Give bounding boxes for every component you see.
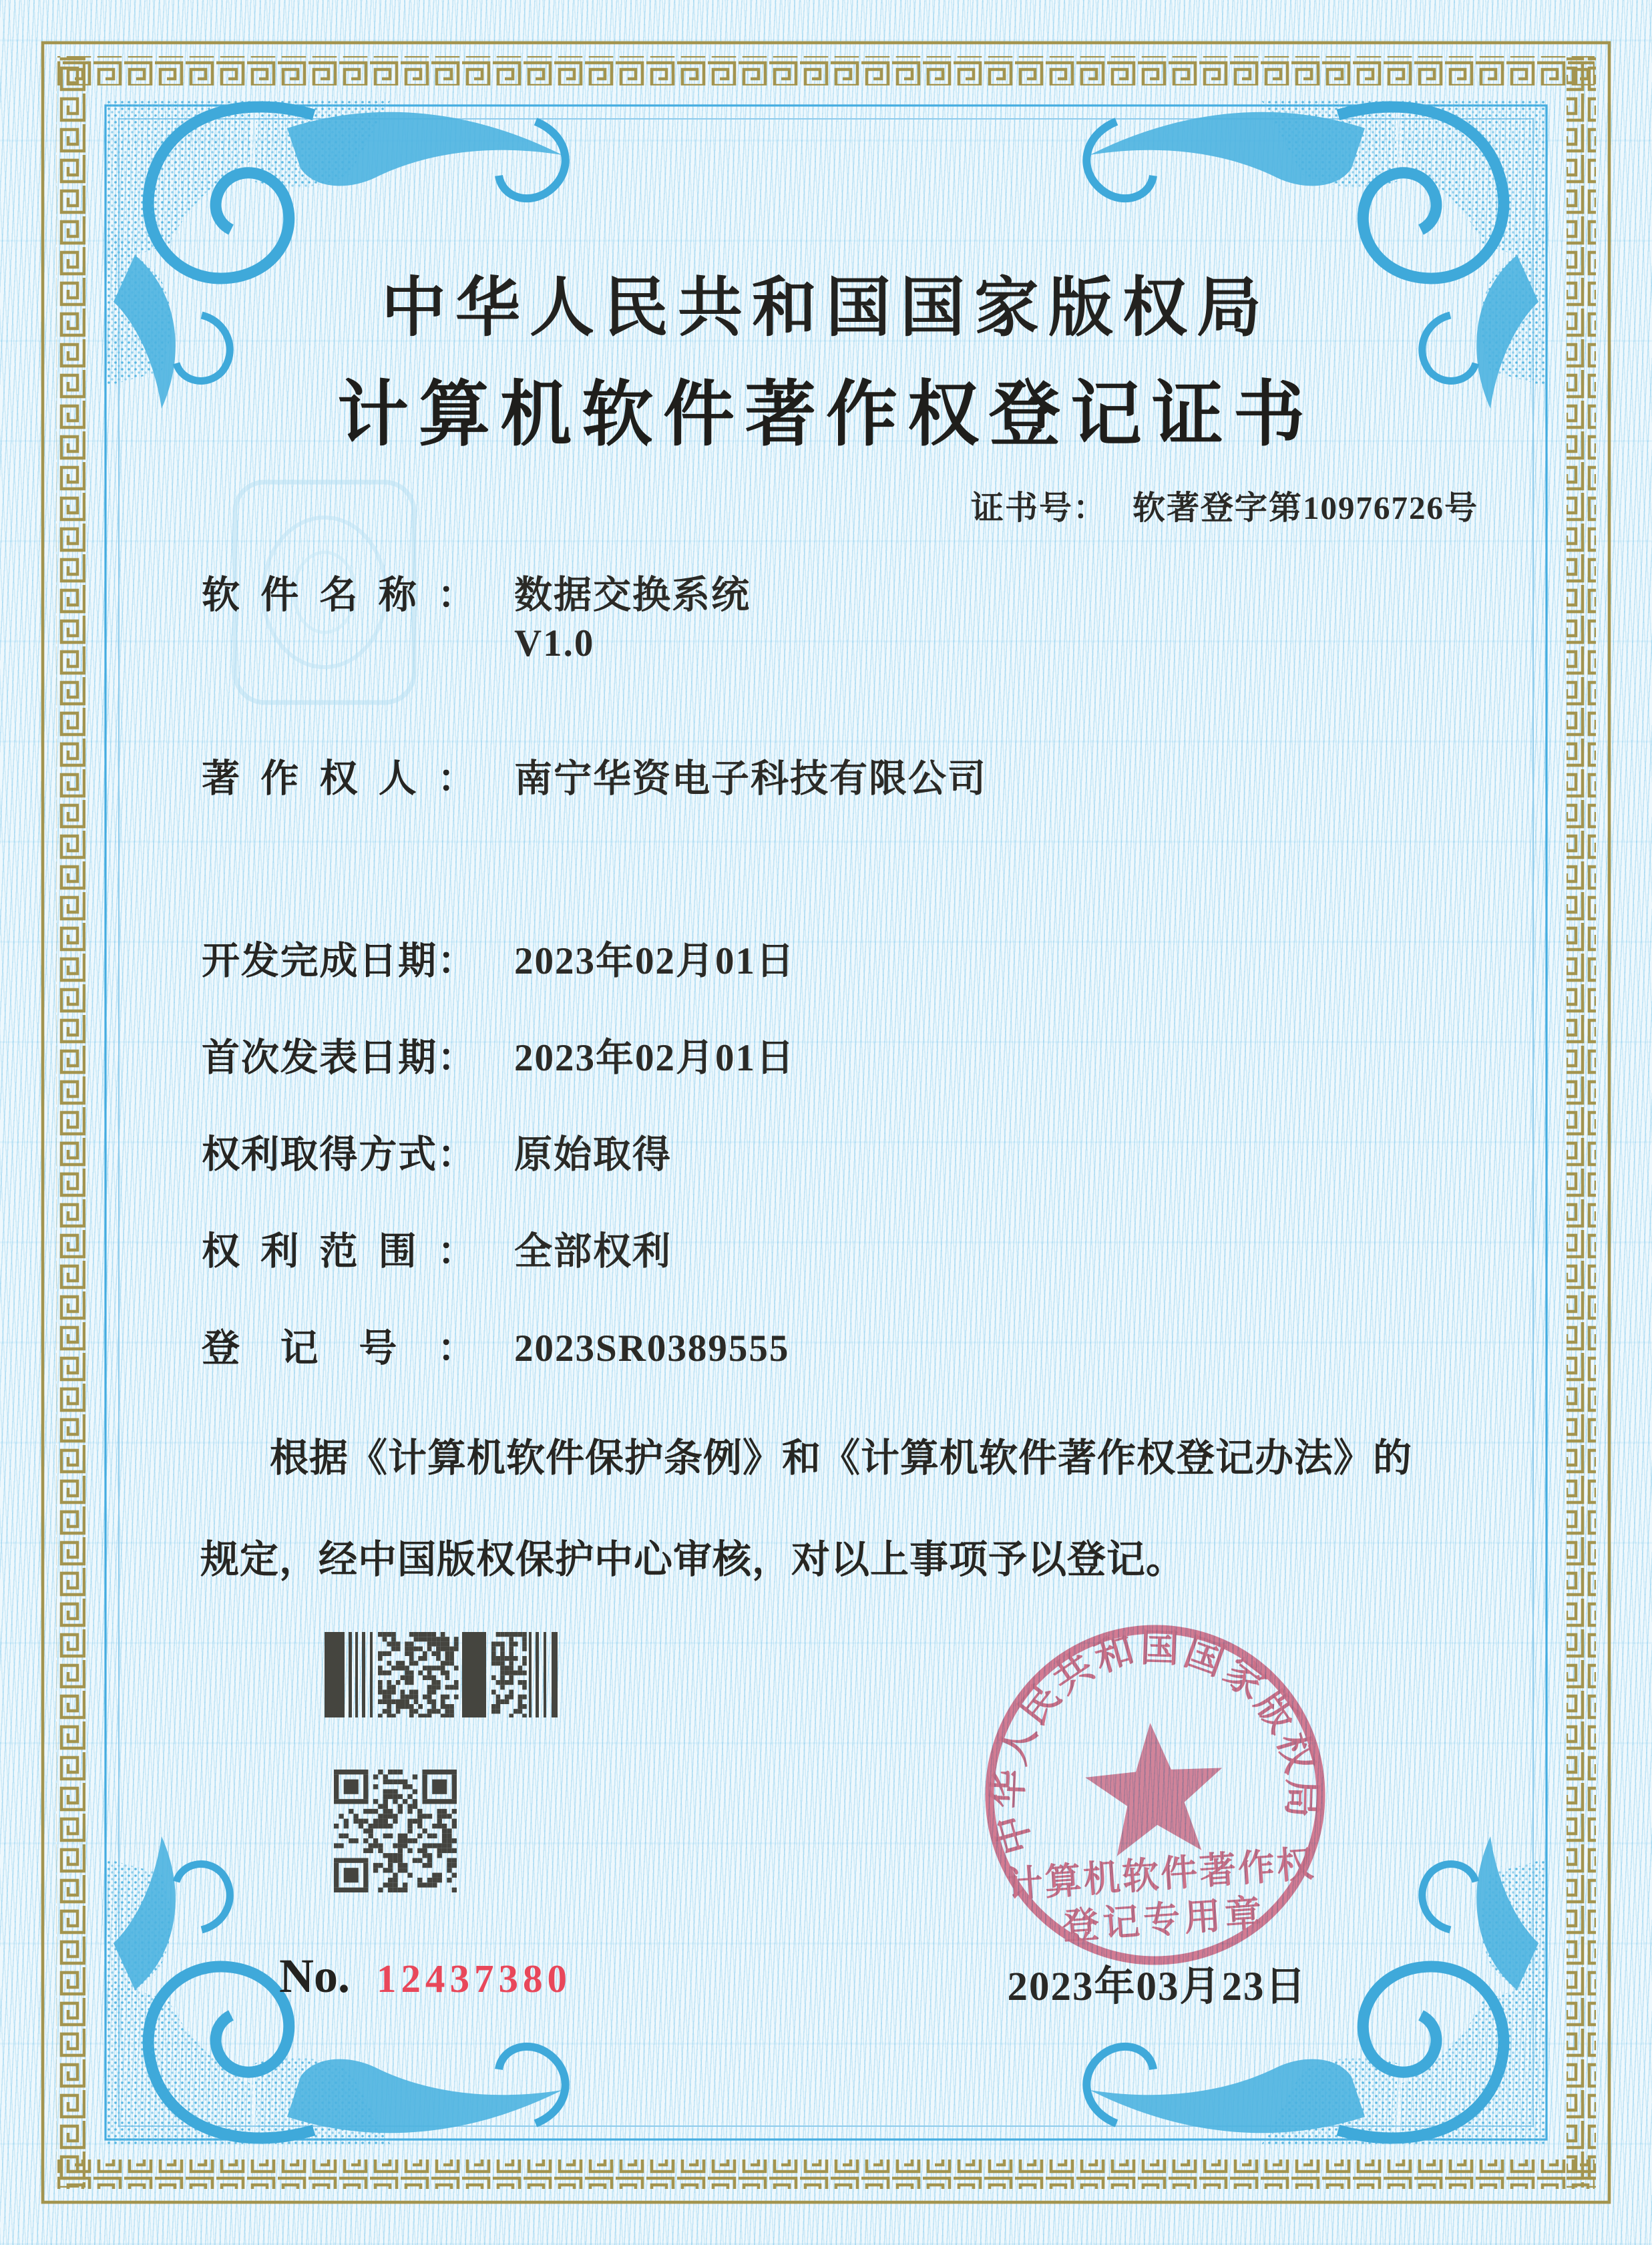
field-value: 2023SR0389555 xyxy=(514,1328,790,1370)
field-label: 著作权人： xyxy=(202,758,475,800)
certificate-title: 计算机软件著作权登记证书 xyxy=(337,376,1315,455)
serial-number-value: 12437380 xyxy=(377,1957,572,2001)
field-value: 南宁华资电子科技有限公司 xyxy=(514,758,987,800)
seal-ring-text: 中华人民共和国国家版权局 xyxy=(986,1625,1324,1859)
star-icon xyxy=(1082,1718,1228,1858)
field-value: 全部权利 xyxy=(514,1231,672,1273)
field-label: 开发完成日期： xyxy=(202,940,475,982)
serial-number-line xyxy=(279,1949,572,2004)
seal-line-1: 计算机软件著作权 xyxy=(1004,1843,1317,1906)
certificate-number-value: 软著登字第10976726号 xyxy=(1132,489,1478,526)
field-label: 首次发表日期： xyxy=(202,1037,475,1079)
statement-line-2: 规定，经中国版权保护中心审核，对以上事项予以登记。 xyxy=(200,1538,1186,1581)
field-value: 2023年02月01日 xyxy=(514,1037,795,1079)
field-label: 权利范围： xyxy=(202,1231,475,1273)
certificate-number-label: 证书号： xyxy=(970,489,1107,526)
field-label: 权利取得方式： xyxy=(202,1134,475,1176)
issue-date: 2023年03月23日 xyxy=(1007,1965,1307,2009)
seal-line-2: 登记专用章 xyxy=(1060,1892,1267,1948)
software-version: V1.0 xyxy=(514,622,595,664)
field-label: 软件名称： xyxy=(202,574,475,616)
field-value: 原始取得 xyxy=(514,1134,672,1176)
field-value: 2023年02月01日 xyxy=(514,940,795,982)
statement-line-1: 根据《计算机软件保护条例》和《计算机软件著作权登记办法》的 xyxy=(270,1436,1413,1480)
field-value: 数据交换系统 xyxy=(514,574,751,616)
authority-title: 中华人民共和国国家版权局 xyxy=(381,272,1271,344)
field-label: 登记号： xyxy=(202,1328,475,1370)
serial-number-label: No. xyxy=(279,1949,350,2003)
